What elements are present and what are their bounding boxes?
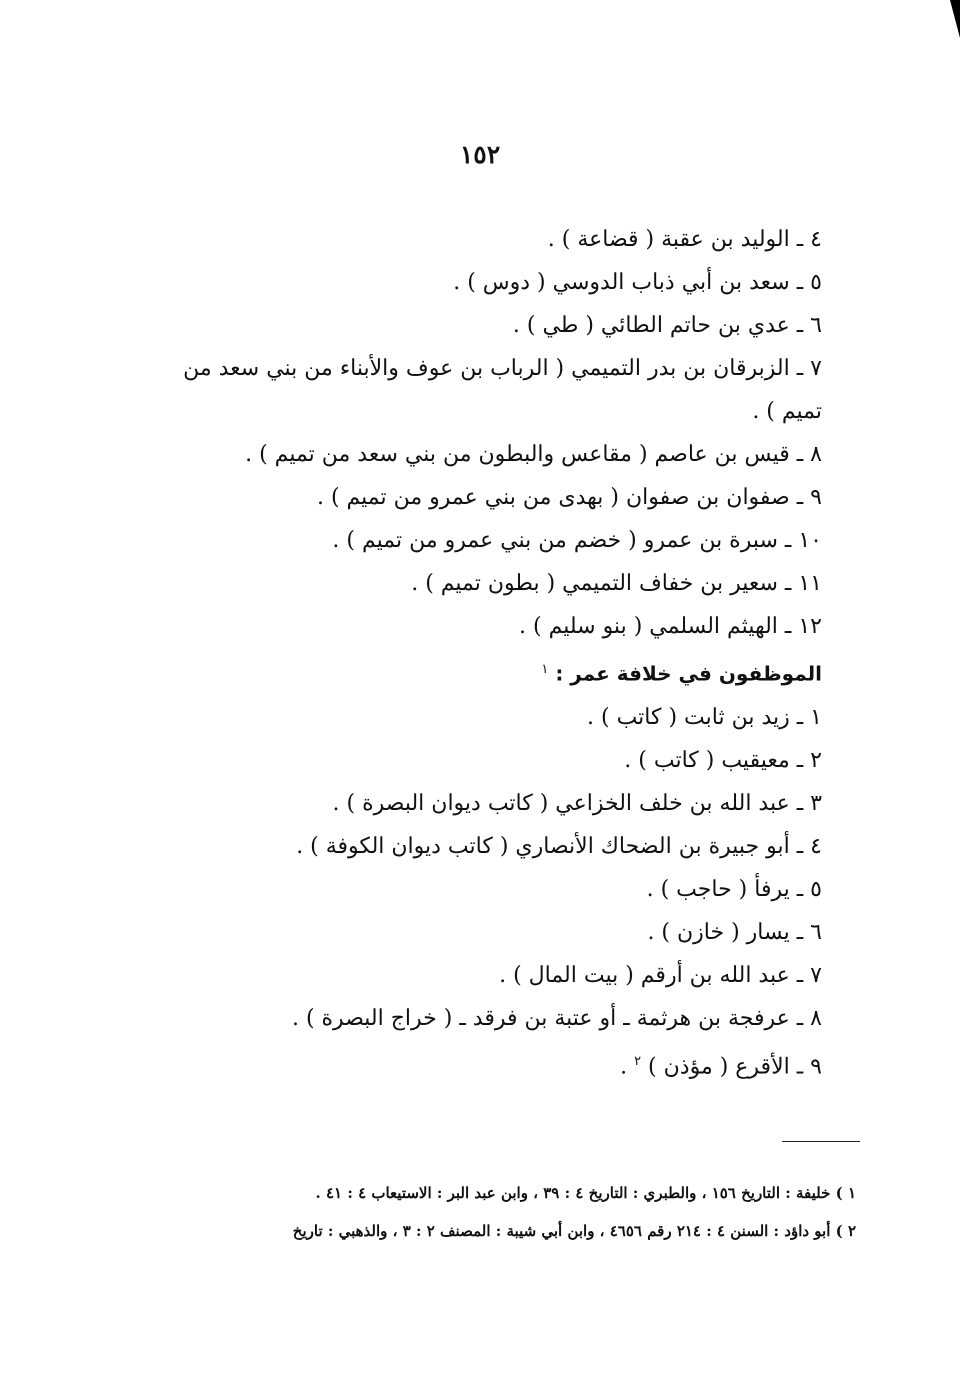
- list-item: ١ ـ زيد بن ثابت ( كاتب ) .: [587, 704, 822, 730]
- footnote-ref: ١: [541, 662, 549, 677]
- footnotes: [176, 1174, 856, 1250]
- list-item: ٧ ـ عبد الله بن أرقم ( بيت المال ) .: [499, 962, 822, 988]
- footnote: ١ ) خليفة : التاريخ ١٥٦ ، والطبري : التاريخ ٤ : ٣٩ ، وابن عبد البر : الاستيعاب ٤ : ٤١ .: [315, 1184, 856, 1202]
- list-item: ٥ ـ يرفأ ( حاجب ) .: [646, 876, 822, 902]
- list-item: ١١ ـ سعير بن خفاف التميمي ( بطون تميم ) .: [411, 571, 822, 596]
- list-item-last: [182, 1040, 822, 1088]
- list-item: ٦ ـ يسار ( خازن ) .: [647, 919, 822, 945]
- list-item: ٤ ـ أبو جبيرة بن الضحاك الأنصاري ( كاتب ديوان الكوفة ) .: [296, 833, 822, 859]
- section-heading: [182, 648, 822, 696]
- list-item: ٢ ـ معيقيب ( كاتب ) .: [624, 747, 822, 773]
- section-heading-text: الموظفون في خلافة عمر :: [555, 661, 822, 686]
- list-item: ١٢ ـ الهيثم السلمي ( بنو سليم ) .: [519, 614, 822, 639]
- scan-corner-mark: [950, 0, 960, 38]
- main-text: [182, 218, 822, 1088]
- footnote-divider: [782, 1141, 860, 1142]
- page-number: ١٥٢: [459, 140, 501, 169]
- list-item: ٧ ـ الزبرقان بن بدر التميمي ( الرباب بن عوف والأبناء من بني سعد من تميم ) .: [183, 356, 822, 424]
- list-item: ٤ ـ الوليد بن عقبة ( قضاعة ) .: [547, 227, 822, 252]
- footnote: ٢ ) أبو داؤد : السنن ٤ : ٢١٤ رقم ٤٦٥٦ ، وابن أبي شيبة : المصنف ٢ : ٣ ، والذهبي : تاريخ: [292, 1222, 856, 1240]
- list-item: ٥ ـ سعد بن أبي ذباب الدوسي ( دوس ) .: [453, 270, 822, 295]
- list-item: ٨ ـ عرفجة بن هرثمة ـ أو عتبة بن فرقد ـ ( خراج البصرة ) .: [291, 1005, 822, 1031]
- list-item: ٦ ـ عدي بن حاتم الطائي ( طي ) .: [512, 313, 822, 338]
- footnote-ref: ٢: [634, 1053, 642, 1069]
- list-item: ٩ ـ صفوان بن صفوان ( بهدى من بني عمرو من تميم ) .: [316, 485, 822, 510]
- list-item: ٨ ـ قيس بن عاصم ( مقاعس والبطون من بني سعد من تميم ) .: [245, 442, 822, 467]
- list-item-end: .: [620, 1053, 628, 1079]
- list-item-text: ٩ ـ الأقرع ( مؤذن ): [648, 1053, 822, 1079]
- list-item: ٣ ـ عبد الله بن خلف الخزاعي ( كاتب ديوان البصرة ) .: [332, 790, 822, 816]
- list-item: ١٠ ـ سبرة بن عمرو ( خضم من بني عمرو من تميم ) .: [332, 528, 822, 553]
